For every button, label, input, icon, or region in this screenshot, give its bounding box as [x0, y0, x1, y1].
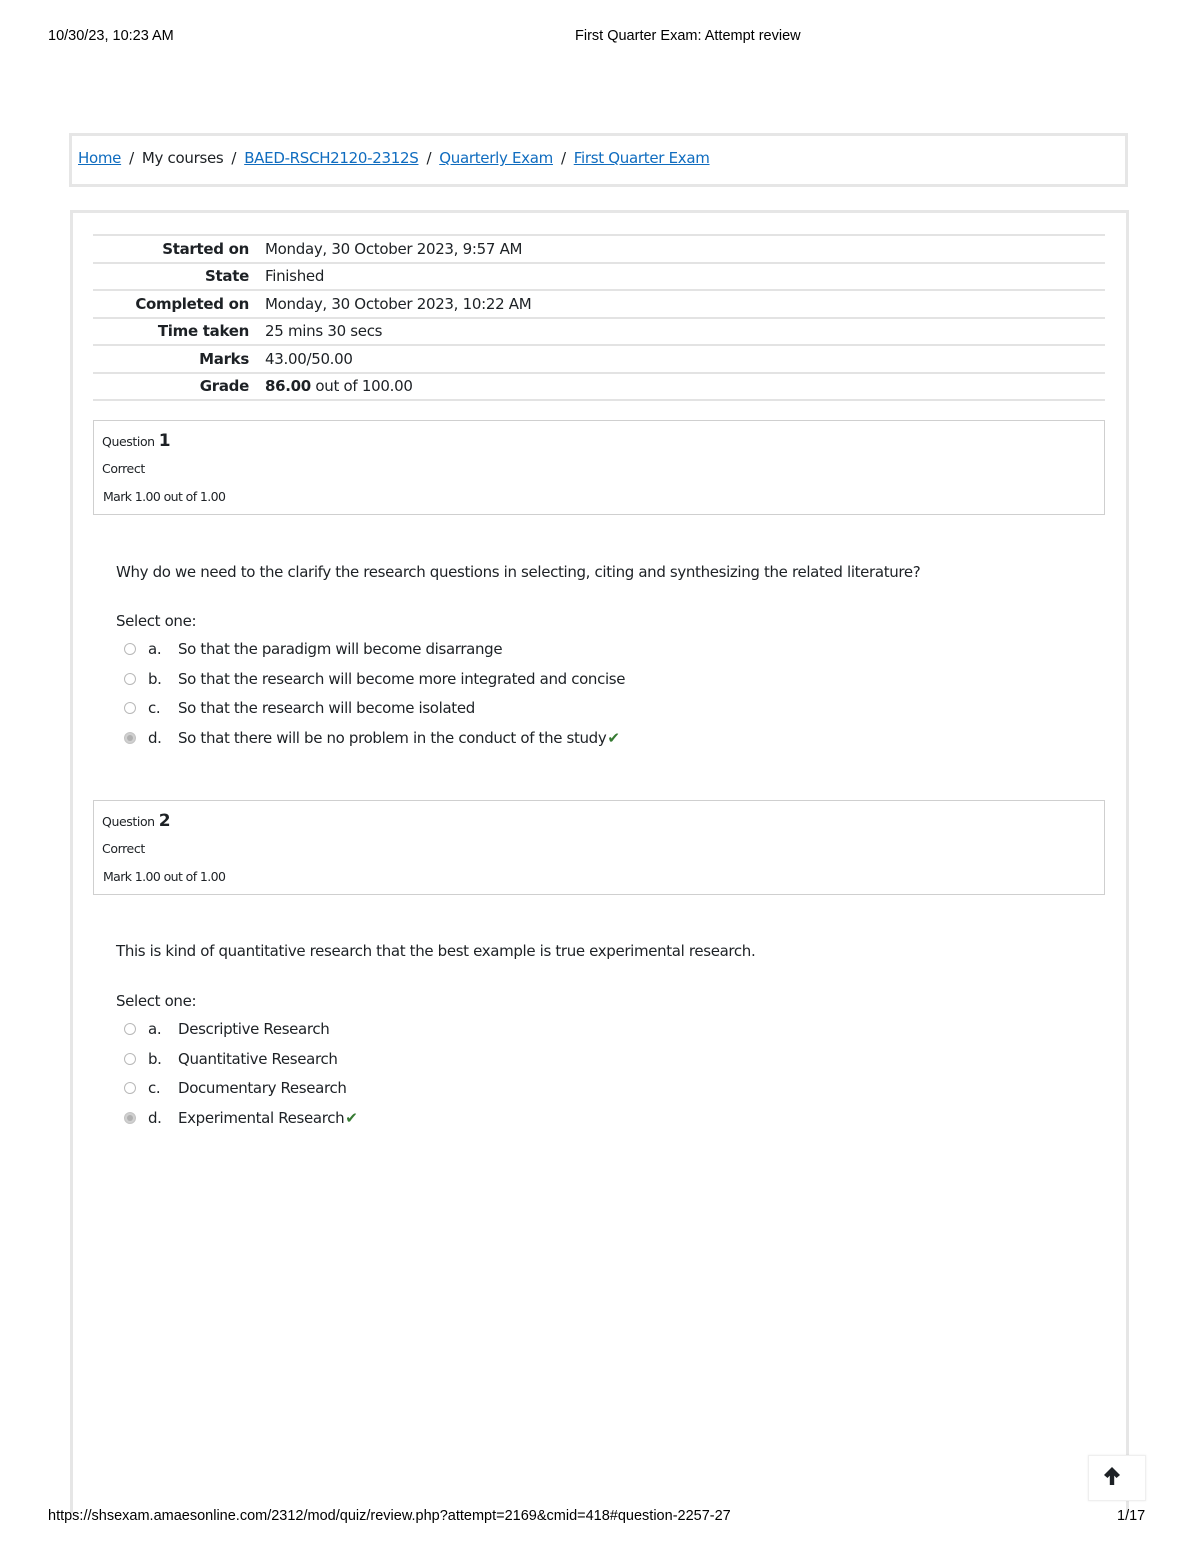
summary-grade-value: [265, 373, 1105, 401]
breadcrumb-separator: /: [129, 149, 134, 167]
option-text-wrap: [178, 1109, 357, 1127]
breadcrumb-separator: /: [426, 149, 432, 167]
radio-button[interactable]: [124, 1053, 136, 1065]
back-to-top-button[interactable]: [1088, 1455, 1146, 1501]
option-text: So that the paradigm will become disarrange: [178, 640, 503, 658]
summary-row-grade: [93, 373, 1105, 401]
summary-row-state: [93, 263, 1105, 291]
print-page-number: 1/17: [1117, 1508, 1146, 1524]
print-footer: [0, 1508, 1200, 1528]
summary-row-time-taken: [93, 318, 1105, 346]
radio-button[interactable]: [124, 1023, 136, 1035]
breadcrumb-quiz-link[interactable]: First Quarter Exam: [573, 149, 710, 167]
summary-label: Marks: [93, 345, 265, 373]
print-header: [0, 28, 1200, 48]
breadcrumb-home-link[interactable]: Home: [78, 149, 122, 167]
radio-button[interactable]: [124, 702, 136, 714]
option-text: Descriptive Research: [178, 1020, 330, 1038]
question-state: Correct: [102, 841, 145, 856]
option-text: Quantitative Research: [178, 1049, 338, 1068]
grade-suffix: out of 100.00: [315, 377, 413, 396]
summary-row-started: [93, 235, 1105, 263]
option-letter: c.: [148, 1079, 161, 1097]
option-letter: d.: [148, 728, 162, 747]
option-text: Experimental Research: [178, 1108, 345, 1127]
breadcrumb-section-link[interactable]: Quarterly Exam: [439, 149, 553, 167]
check-icon: ✔: [607, 728, 620, 747]
radio-button-selected[interactable]: [124, 1112, 136, 1124]
question-label: Question: [102, 814, 155, 829]
radio-button[interactable]: [124, 1082, 136, 1094]
summary-value: Monday, 30 October 2023, 9:57 AM: [265, 235, 1105, 263]
summary-row-completed: [93, 290, 1105, 318]
option-text-wrap: [178, 729, 620, 747]
question-1-info: [93, 420, 1105, 515]
option-letter: b.: [148, 1049, 162, 1068]
breadcrumb-course-link[interactable]: BAED-RSCH2120-2312S: [244, 149, 419, 167]
question-mark: Mark 1.00 out of 1.00: [103, 869, 226, 884]
print-page-title: First Quarter Exam: Attempt review: [575, 28, 801, 44]
print-datetime: 10/30/23, 10:23 AM: [48, 28, 174, 44]
summary-label: Time taken: [93, 318, 265, 346]
question-1-prompt: Select one:: [116, 612, 197, 630]
option-letter: d.: [148, 1108, 162, 1127]
arrow-up-icon: [1103, 1466, 1121, 1486]
option-text: So that the research will become more integrated and concise: [178, 669, 626, 688]
option-text: So that the research will become isolated: [178, 699, 475, 717]
option-letter: c.: [148, 699, 161, 717]
question-state: Correct: [102, 461, 145, 476]
summary-label: Started on: [93, 235, 265, 263]
breadcrumb-separator: /: [560, 149, 566, 167]
check-icon: ✔: [345, 1108, 358, 1127]
summary-value: Monday, 30 October 2023, 10:22 AM: [265, 290, 1105, 318]
print-url: https://shsexam.amaesonline.com/2312/mod/quiz/review.php?attempt=2169&cmid=418#question-2257-27: [48, 1508, 731, 1524]
radio-button[interactable]: [124, 643, 136, 655]
question-number-value: 2: [158, 811, 171, 831]
radio-button-selected[interactable]: [124, 732, 136, 744]
option-letter: a.: [148, 1020, 162, 1038]
option-letter: a.: [148, 640, 162, 658]
grade-score: 86.00: [265, 377, 311, 396]
breadcrumb: [78, 149, 710, 167]
summary-value: 25 mins 30 secs: [265, 318, 1105, 346]
breadcrumb-separator: /: [231, 149, 237, 167]
summary-label: State: [93, 263, 265, 291]
question-number-value: 1: [158, 431, 171, 451]
question-1-text: Why do we need to the clarify the research questions in selecting, citing and synthesizing the related literature?: [116, 563, 921, 581]
option-letter: b.: [148, 669, 162, 688]
question-number: [102, 811, 170, 831]
option-text: Documentary Research: [178, 1079, 347, 1097]
summary-value: Finished: [265, 263, 1105, 291]
radio-button[interactable]: [124, 673, 136, 685]
summary-label: Completed on: [93, 290, 265, 318]
summary-value: 43.00/50.00: [265, 345, 1105, 373]
question-2-info: [93, 800, 1105, 895]
question-number: [102, 431, 170, 451]
breadcrumb-my-courses: My courses: [141, 149, 224, 167]
question-2-text: This is kind of quantitative research that the best example is true experimental research.: [116, 942, 756, 960]
question-label: Question: [102, 434, 155, 449]
summary-row-marks: [93, 345, 1105, 373]
question-2-prompt: Select one:: [116, 992, 197, 1010]
option-text: So that there will be no problem in the conduct of the study: [178, 728, 607, 747]
breadcrumb-bar: [69, 133, 1128, 187]
attempt-summary-table: [93, 234, 1105, 401]
question-mark: Mark 1.00 out of 1.00: [103, 489, 226, 504]
summary-label: Grade: [93, 373, 265, 401]
